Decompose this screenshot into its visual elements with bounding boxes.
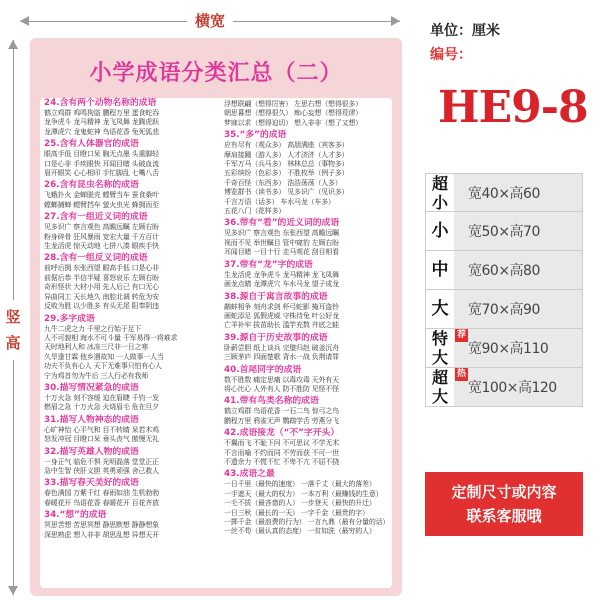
section-title: 37.带有“龙”字的成语 — [224, 259, 313, 270]
idiom-row: 怒发冲冠 目瞪口呆 垂头丧气 傲慢无礼 — [44, 435, 159, 444]
code-label: 编号： — [430, 47, 472, 63]
size-tag-badge: 热 — [456, 369, 466, 379]
size-tag-badge: 荐 — [456, 330, 466, 340]
size-name — [426, 329, 466, 367]
idiom-row: 春暖花开 鸟语花香 春暖花开 百花齐放 — [44, 498, 159, 507]
idiom-row: 画蛇添足 狐假虎威 守株待兔 叶公好龙 — [224, 311, 339, 320]
idiom-row: 一丝不苟（最认真的态度） 一贫如洗（最穷的人） — [224, 527, 376, 536]
idiom-row: 一手遮天（最大的权力） 一本万利（最赚钱的生意） — [224, 489, 383, 498]
cta-line-2: 联系客服哦 — [466, 507, 542, 525]
idiom-row: 应有尽有（观众多） 高朋满座（宾客多） — [224, 141, 349, 150]
idiom-row: 一日千里（最快的速度） 一落千丈（最大的落差） — [224, 480, 376, 489]
idiom-row: 十万火急 刻不容缓 迫在眉睫 千钧一发 — [44, 393, 159, 402]
idiom-row: 功夫不负有心人 天下无难事只怕有心人 — [44, 362, 162, 371]
size-option[interactable] — [425, 329, 583, 368]
width-dimension — [20, 10, 400, 32]
size-name-char: 小 — [431, 192, 448, 212]
size-option[interactable] — [425, 251, 583, 290]
section-title: 27.含有一组近义词的成语 — [44, 212, 148, 223]
idiom-row: 梦寐以求（想得迫切） 想入非非（想了又想） — [224, 118, 363, 127]
idiom-row: 见多识广 察言观色 高瞻远瞩 左顾右盼 — [44, 223, 159, 232]
section-title: 42.成语接龙（“不”字开头） — [224, 428, 340, 439]
size-name-char: 小 — [431, 220, 449, 241]
idiom-row: 眼高手低 目瞪口呆 胸无点墨 头重脚轻 — [44, 150, 159, 159]
idiom-row: 视而不见 举世瞩目 管中窥豹 左顾右盼 — [224, 238, 339, 247]
idiom-row: 卧薪尝胆 纸上谈兵 完璧归赵 破釜沉舟 — [224, 343, 339, 352]
section-title: 31.描写人物神态的成语 — [44, 414, 139, 425]
width-label: 横宽 — [187, 10, 233, 31]
idiom-row: 生龙活虎 龙争虎斗 龙马精神 龙飞凤舞 — [224, 270, 339, 279]
height-label-char: 竖 — [5, 308, 21, 326]
arrow-right-icon — [391, 16, 400, 26]
height-label-char: 高 — [5, 334, 21, 352]
size-value: 宽70×高90 — [454, 290, 582, 328]
section-title: 41.带有鸟类名称的成语 — [224, 396, 319, 407]
size-name-char: 大 — [431, 298, 449, 319]
idiom-row: 鹬蚌相争 刻舟求剑 杯弓蛇影 掩耳盗铃 — [224, 302, 339, 311]
idiom-row: 数不胜数 痛定思痛 以毒攻毒 天外有天 — [224, 375, 339, 384]
idiom-row: 冥思苦想 苦思冥想 静思默想 静静想象 — [44, 521, 159, 530]
section-title: 36.带有“看”的近义词的成语 — [224, 218, 340, 229]
size-option[interactable] — [425, 173, 583, 212]
idiom-row: 龙潭虎穴 龙鬼蛇神 鸟语花香 兔死狐悲 — [44, 127, 159, 136]
poster-right-column — [224, 100, 394, 537]
idiom-row: 不言而喻 不约而同 不劳而获 不可一世 — [224, 448, 339, 457]
poster-title — [30, 46, 402, 96]
idiom-row: 粉身碎骨 狂风暴雨 宽宏大量 千方百计 — [44, 232, 159, 241]
size-name — [426, 251, 454, 289]
idiom-row: 九牛二虎之力 千里之行始于足下 — [44, 324, 142, 333]
idiom-row: 朝思暮想（想得很久） 痴心妄想（想得荒谬） — [224, 109, 363, 118]
section-title: 39.源自于历史故事的成语 — [224, 332, 328, 343]
idiom-row: 五彩缤纷（色彩多） 不胜枚举（例子多） — [224, 169, 349, 178]
size-name-char: 中 — [431, 259, 449, 280]
idiom-row: 异曲同工 天长地久 南腔北调 转危为安 — [44, 292, 159, 301]
section-title: 25.含有人体器官的成语 — [44, 139, 139, 150]
product-code: HE9-8 — [438, 82, 588, 133]
idiom-row: 见多识广 察言观色 东张西望 高瞻远瞩 — [224, 229, 339, 238]
poster-title-text: 小学成语分类汇总（二） — [75, 46, 356, 97]
contact-service-button[interactable] — [425, 472, 583, 536]
height-dimension — [2, 40, 24, 595]
idiom-row: 将心比心 人外有人 防不胜防 见怪不怪 — [224, 384, 339, 393]
idiom-row: 生龙活虎 惊天动地 七拼八凑 眼疾手快 — [44, 242, 159, 251]
idiom-row: 耳闻目睹 一目十行 走马观花 刮目相看 — [224, 248, 339, 257]
idiom-row: 五花八门（花样多） — [224, 207, 286, 216]
size-value: 宽90×高110 — [454, 329, 582, 367]
arrow-up-icon — [8, 40, 18, 49]
size-value: 宽60×高80 — [454, 251, 582, 289]
size-name — [426, 174, 454, 211]
idiom-row: 画龙点睛 龙潭虎穴 车水马龙 望子成龙 — [224, 280, 339, 289]
poster-left-column — [44, 96, 219, 540]
idiom-row: 不遗余力 不慌不忙 不卑不亢 不屈不挠 — [224, 457, 339, 466]
idiom-row: 龙争虎斗 龙马精神 龙飞凤舞 龙腾虎跃 — [44, 118, 159, 127]
idiom-row: 口是心非 手疾眼快 耳闻目睹 头破血流 — [44, 159, 159, 168]
idiom-row: 奇形怪状 大材小用 先人后己 有口无心 — [44, 283, 159, 292]
idiom-row: 千军万马（兵马多） 林林总总（事物多） — [224, 160, 349, 169]
size-name-char: 超 — [431, 368, 448, 387]
idiom-row: 春色满园 万紫千红 春雨如油 生机勃勃 — [44, 489, 159, 498]
idiom-row: 鹏程万里 鸦雀无声 鹦鹉学舌 劳燕分飞 — [224, 416, 339, 425]
size-name-char: 大 — [431, 387, 448, 406]
idiom-row: 一掷千金（最浪费的行为） 一言九鼎（最有分量的话） — [224, 518, 390, 526]
section-title: 43.成语之最 — [224, 469, 275, 480]
idiom-row: 一身正气 临危不惧 光明磊落 堂堂正正 — [44, 457, 159, 466]
size-name-char: 大 — [431, 348, 448, 367]
size-name-char: 特 — [431, 329, 448, 348]
size-value: 宽100×高120 — [454, 368, 582, 406]
idiom-row: 飞蛾扑火 金蝉脱壳 螳臂当车 蚕食桑叶 — [44, 191, 159, 200]
idiom-row: 不翼而飞 不耻下问 不可思议 不学无术 — [224, 439, 339, 448]
section-title: 30.描写情况紧急的成语 — [44, 382, 139, 393]
arrow-down-icon — [8, 586, 18, 595]
idiom-row: 宁为鸡首勿为牛后 三人行必有我师 — [44, 371, 149, 380]
idiom-row: 久旱逢甘霖 他乡遇故知 一人做事一人当 — [44, 352, 164, 361]
section-title: 33.描写春天美好的成语 — [44, 478, 139, 489]
idiom-row: 亡羊补牢 拔苗助长 滥竽充数 井底之蛙 — [224, 321, 339, 330]
section-title: 32.描写英雄人物的成语 — [44, 446, 139, 457]
cta-line-1: 定制尺寸或内容 — [451, 483, 557, 501]
section-title: 38.源自于寓言故事的成语 — [224, 291, 328, 302]
idiom-row: 反败为胜 以少胜多 有头无尾 阳奉阴违 — [44, 302, 159, 311]
idiom-row: 鹤立鸡群 鸡鸣狗盗 鹏程万里 蛋食蛇吞 — [44, 109, 159, 117]
idiom-row: 浮想联翩（想得厉害） 左思右想（想得很多） — [224, 100, 363, 108]
idiom-row: 三顾茅庐 四面楚歌 背水一战 负荆请罪 — [224, 353, 339, 362]
idiom-row: 一毛不拔（最吝啬的人） 一步登天（最快的升迁） — [224, 499, 376, 508]
idiom-row: 摩肩接踵（游人多） 人才济济（人才多） — [224, 150, 349, 159]
size-name — [426, 368, 466, 406]
size-name-char: 超 — [431, 173, 448, 193]
height-label — [2, 300, 24, 360]
section-title: 24.含有两个动物名称的成语 — [44, 98, 157, 108]
idiom-row: 前倨后恭 半信半疑 喜怒哀乐 左顾右盼 — [44, 273, 159, 282]
idiom-row: 前呼后拥 东张西望 眼高手低 口是心非 — [44, 264, 159, 273]
idiom-row: 人不可貌相 海水不可斗量 千军易得一将难求 — [44, 333, 178, 342]
size-value: 宽50×高70 — [454, 212, 582, 250]
size-value: 宽40×高60 — [454, 174, 582, 211]
idiom-row: 急中生智 侠肝义胆 英勇顽强 舍己救人 — [44, 466, 159, 475]
section-title: 28.含有一组反义词的成语 — [44, 253, 148, 264]
section-title: 29.多字成语 — [44, 313, 95, 324]
size-option[interactable] — [425, 212, 583, 251]
idiom-row: 一日三秋（最长的一天） 一字千金（最贵的字） — [224, 508, 369, 517]
idiom-row: 心旷神怡 心平气和 目不转睛 呆若木鸡 — [44, 425, 159, 434]
size-table — [425, 173, 583, 407]
idiom-row: 天时地利人和 冰冻三尺非一日之寒 — [44, 343, 149, 352]
size-name — [426, 290, 454, 328]
section-title: 26.含有昆虫名称的成语 — [44, 180, 139, 191]
idiom-row: 眉开眼笑 心心相印 手忙脚乱 七嘴八舌 — [44, 169, 159, 178]
size-option[interactable] — [425, 368, 583, 407]
idiom-row: 深思熟虑 想入非非 胡思乱想 异想天开 — [44, 530, 159, 539]
idiom-row: 燃眉之急 十万火急 火烧眉毛 危在旦夕 — [44, 403, 159, 412]
idiom-row: 千奇百怪（东西多） 浩浩荡荡（人多） — [224, 178, 342, 187]
size-option[interactable] — [425, 290, 583, 329]
idiom-row: 鹤立鸡群 鸟语花香 一石二鸟 惊弓之鸟 — [224, 407, 339, 416]
section-title: 35.“多”的成语 — [224, 130, 287, 141]
idiom-row: 博览群书（读书多） 见多识广（见识多） — [224, 188, 349, 197]
arrow-left-icon — [20, 16, 29, 26]
section-title: 40.首尾同字的成语 — [224, 364, 302, 375]
idiom-row: 螳螂捕蝉 螳臂挡车 萤火虫光 蜂拥而至 — [44, 200, 159, 209]
idiom-row: 千言万语（话多） 车水马龙（车多） — [224, 197, 335, 206]
section-title: 34.“想”的成语 — [44, 510, 107, 521]
size-name — [426, 212, 454, 250]
unit-label: 单位：厘米 — [430, 23, 500, 39]
